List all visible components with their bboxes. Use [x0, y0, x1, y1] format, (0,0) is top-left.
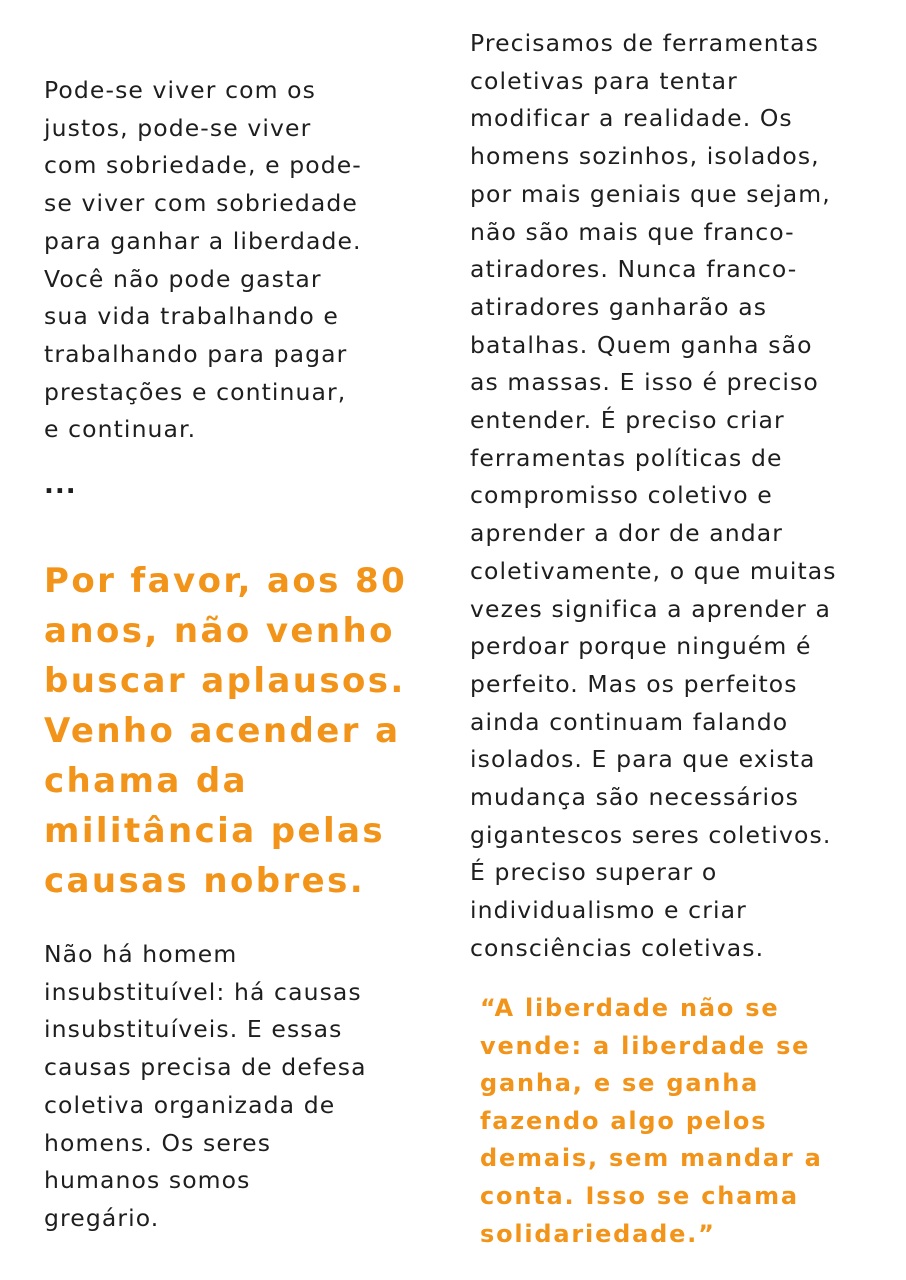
- left-intro-paragraph: Pode-se viver com os justos, pode-se viver com sobriedade, e pode- se viver com sobriedade para ganhar a liberdade. Você não pode gastar sua vida trabalhando e trabalhando para pagar prestações e continuar, e continuar.: [44, 76, 362, 444]
- ellipsis-separator: ...: [44, 470, 77, 500]
- right-highlight-quote: “A liberdade não se vende: a liberdade se ganha, e se ganha fazendo algo pelos demais, sem mandar a conta. Isso se chama solidariedade.”: [480, 994, 823, 1248]
- left-outro-paragraph: Não há homem insubstituível: há causas insubstituíveis. E essas causas precisa de defesa coletiva organizada de homens. Os seres humanos somos gregário.: [44, 940, 367, 1232]
- left-highlight-quote: Por favor, aos 80 anos, não venho buscar aplausos. Venho acender a chama da militância pelas causas nobres.: [44, 561, 408, 901]
- right-main-paragraph: Precisamos de ferramentas coletivas para tentar modificar a realidade. Os homens sozinhos, isolados, por mais geniais que sejam, não são mais que franco- atiradores. Nunca franco- atiradores ganharão as batalhas. Quem ganha são as massas. E isso é preciso entender. É preciso criar ferramentas políticas de compromisso coletivo e aprender a dor de andar coletivamente, o que muitas vezes significa a aprender a perdoar porque ninguém é perfeito. Mas os perfeitos ainda continuam falando isolados. E para que exista mudança são necessários gigantescos seres coletivos. É preciso superar o individualismo e criar consciências coletivas.: [470, 29, 837, 962]
